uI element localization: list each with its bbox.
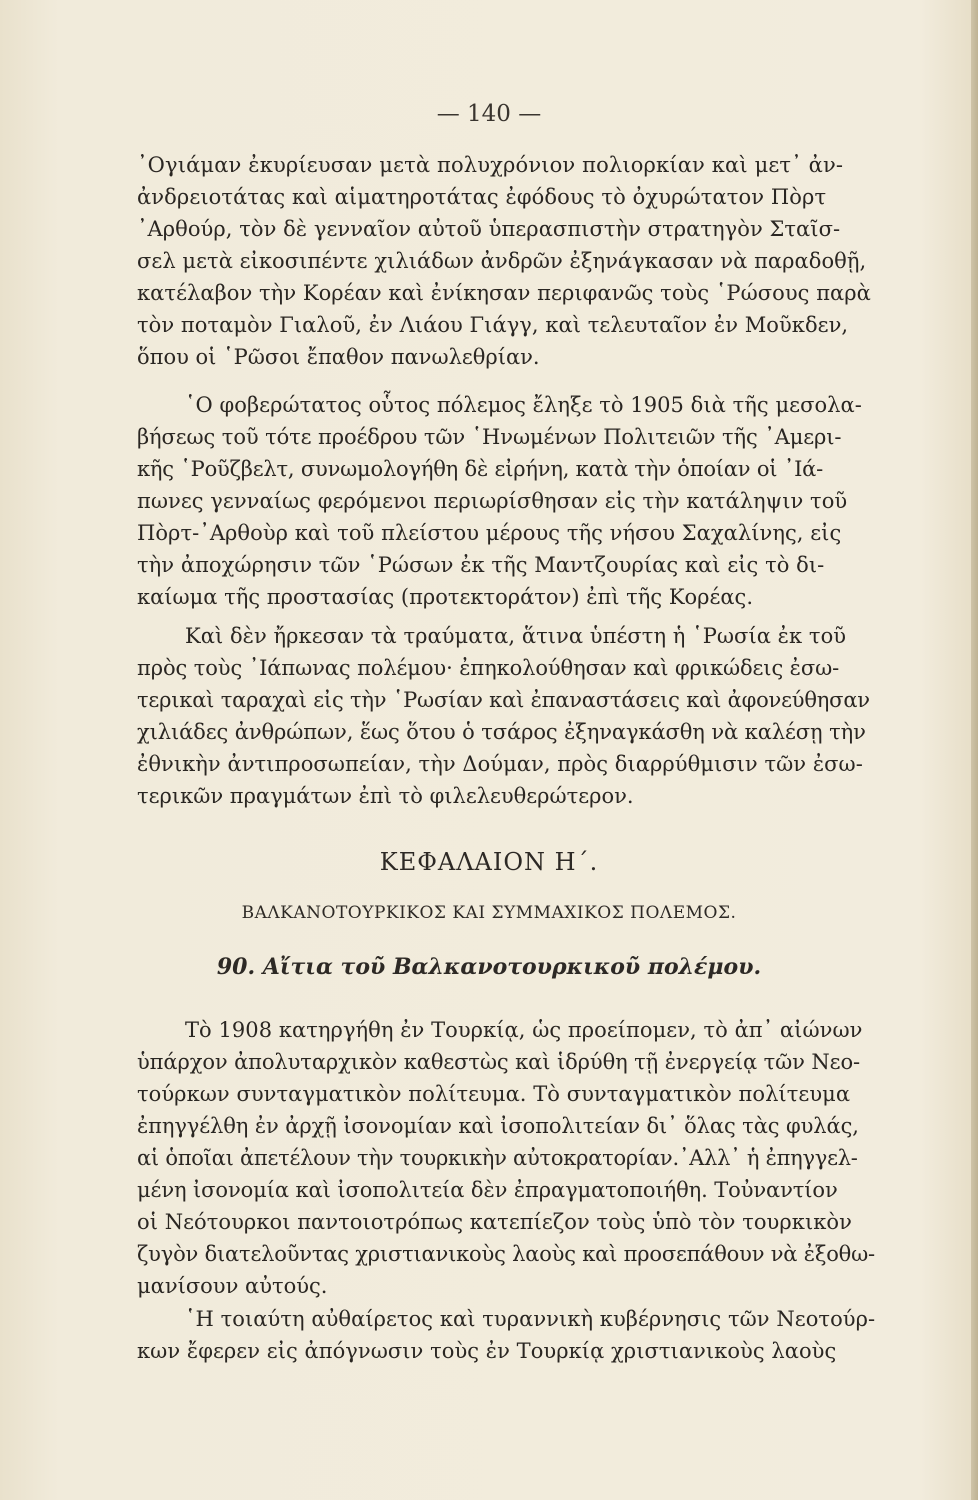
text-line: ᾿Αρθούρ, τὸν δὲ γενναῖον αὐτοῦ ὑπερασπιστὴν στρατηγὸν Σταῖσ- (137, 217, 841, 241)
paragraph-5 (137, 1303, 927, 1367)
text-line: τερικῶν πραγμάτων ἐπὶ τὸ φιλελευθερώτερον. (137, 784, 634, 808)
chapter-subtitle: ΒΑΛΚΑΝΟΤΟΥΡΚΙΚΟΣ ΚΑΙ ΣΥΜΜΑΧΙΚΟΣ ΠΟΛΕΜΟΣ. (241, 903, 737, 923)
text-line: ἀνδρειοτάτας καὶ αἱματηροτάτας ἐφόδους τὸ ὀχυρώτατον Πὸρτ (137, 185, 827, 209)
text-line: αἱ ὁποῖαι ἀπετέλουν τὴν τουρκικὴν αὐτοκρατορίαν.᾿Αλλ᾿ ἡ ἐπηγγελ- (137, 1146, 858, 1170)
text-line: χιλιάδες ἀνθρώπων, ἕως ὅτου ὁ τσάρος ἐξηναγκάσθη νὰ καλέσῃ τὴν (137, 720, 866, 744)
text-line: ὑπάρχον ἀπολυταρχικὸν καθεστὼς καὶ ἱδρύθη τῇ ἐνεργείᾳ τῶν Νεο- (137, 1050, 860, 1074)
text-line: τούρκων συνταγματικὸν πολίτευμα. Τὸ συνταγματικὸν πολίτευμα (137, 1082, 851, 1106)
text-line: βήσεως τοῦ τότε προέδρου τῶν ῾Ηνωμένων Πολιτειῶν τῆς ᾿Αμερι- (137, 425, 842, 449)
text-line: οἱ Νεότουρκοι παντοιοτρόπως κατεπίεζον τοὺς ὑπὸ τὸν τουρκικὸν (137, 1210, 852, 1234)
text-line: ζυγὸν διατελοῦντας χριστιανικοὺς λαοὺς καὶ προσεπάθουν νὰ ἐξοθω- (137, 1242, 875, 1266)
text-line: μανίσουν αὐτούς. (137, 1274, 328, 1298)
text-line: πωνες γενναίως φερόμενοι περιωρίσθησαν εἰς τὴν κατάληψιν τοῦ (137, 489, 848, 513)
chapter-title: ΚΕΦΑΛΑΙΟΝ Η΄. (379, 848, 599, 876)
text-line: ὅπου οἱ ῾Ρῶσοι ἔπαθον πανωλεθρίαν. (137, 345, 540, 369)
page-number: — 140 — (436, 101, 542, 127)
section-heading: 90. Αἴτια τοῦ Βαλκανοτουρκικοῦ πολέμου. (216, 954, 762, 980)
paragraph-2 (137, 389, 927, 613)
text-line: κατέλαβον τὴν Κορέαν καὶ ἐνίκησαν περιφανῶς τοὺς ῾Ρώσους παρὰ (137, 281, 871, 305)
page-edge (971, 0, 978, 1500)
text-line: τὸν ποταμὸν Γιαλοῦ, ἐν Λιάου Γιάγγ, καὶ τελευταῖον ἐν Μοῦκδεν, (137, 313, 849, 337)
text-line: Πὸρτ-᾿Αρθοὺρ καὶ τοῦ πλείστου μέρους τῆς νήσου Σαχαλίνης, εἰς (137, 521, 842, 545)
text-line: Καὶ δὲν ἤρκεσαν τὰ τραύματα, ἅτινα ὑπέστη ἡ ῾Ρωσία ἐκ τοῦ (185, 624, 847, 648)
text-line: ἐπηγγέλθη ἐν ἀρχῇ ἰσονομίαν καὶ ἰσοπολιτείαν δι᾿ ὅλας τὰς φυλάς, (137, 1114, 859, 1138)
text-line: καίωμα τῆς προστασίας (προτεκτοράτον) ἐπὶ τῆς Κορέας. (137, 585, 753, 609)
paragraph-4 (137, 1014, 927, 1302)
text-line: Τὸ 1908 κατηργήθη ἐν Τουρκίᾳ, ὡς προείπομεν, τὸ ἀπ᾿ αἰώνων (185, 1018, 863, 1042)
paragraph-1 (137, 149, 927, 373)
text-line: ᾿Ογιάμαν ἐκυρίευσαν μετὰ πολυχρόνιον πολιορκίαν καὶ μετ᾿ ἀν- (137, 153, 844, 177)
paragraph-3 (137, 620, 927, 812)
text-line: τὴν ἀποχώρησιν τῶν ῾Ρώσων ἐκ τῆς Μαντζουρίας καὶ εἰς τὸ δι- (137, 553, 825, 577)
text-line: ῾Ο φοβερώτατος οὗτος πόλεμος ἔληξε τὸ 1905 διὰ τῆς μεσολα- (185, 393, 862, 417)
text-line: ῾Η τοιαύτη αὐθαίρετος καὶ τυραννικὴ κυβέρνησις τῶν Νεοτούρ- (185, 1307, 876, 1331)
text-line: κων ἔφερεν εἰς ἀπόγνωσιν τοὺς ἐν Τουρκίᾳ χριστιανικοὺς λαοὺς (137, 1339, 837, 1363)
text-line: μένη ἰσονομία καὶ ἰσοπολιτεία δὲν ἐπραγματοποιήθη. Τοὐναντίον (137, 1178, 838, 1202)
text-line: τερικαὶ ταραχαὶ εἰς τὴν ῾Ρωσίαν καὶ ἐπαναστάσεις καὶ ἀφονεύθησαν (137, 688, 870, 712)
text-line: κῆς ῾Ροῦζβελτ, συνωμολογήθη δὲ εἰρήνη, κατὰ τὴν ὁποίαν οἱ ᾿Ιά- (137, 457, 824, 481)
text-line: σελ μετὰ εἰκοσιπέντε χιλιάδων ἀνδρῶν ἐξηνάγκασαν νὰ παραδοθῇ, (137, 249, 867, 273)
text-line: ἐθνικὴν ἀντιπροσωπείαν, τὴν Δούμαν, πρὸς διαρρύθμισιν τῶν ἐσω- (137, 752, 863, 776)
text-line: πρὸς τοὺς ᾿Ιάπωνας πολέμου· ἐπηκολούθησαν καὶ φρικώδεις ἐσω- (137, 656, 840, 680)
